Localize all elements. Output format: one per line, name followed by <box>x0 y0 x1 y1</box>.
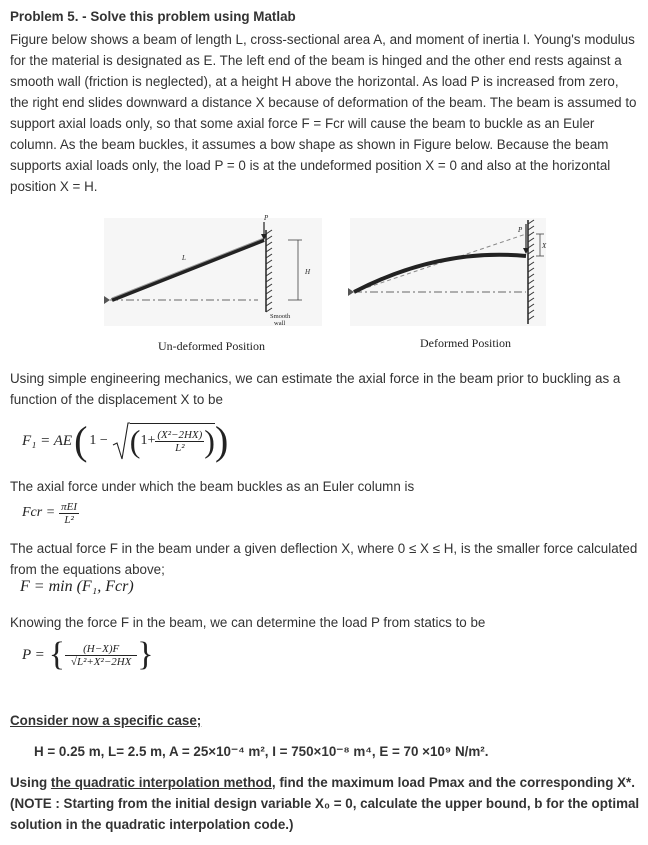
fcr-denominator: L² <box>64 513 74 526</box>
quadratic-interpolation-link: the quadratic interpolation method <box>50 775 272 790</box>
f1-equation: F₁ = AE ( 1 − ( 1+ $\frac{\text{(X²−2HX)}}{\text{L²}}$ ) ) <box>22 418 229 463</box>
undeformed-beam-figure <box>98 212 330 334</box>
fcr-lhs: Fcr = <box>22 505 56 520</box>
euler-intro: The axial force under which the beam buckles as an Euler column is <box>10 479 415 494</box>
label-p: P <box>264 214 269 222</box>
f1-inner-one: 1+ <box>140 433 156 448</box>
f1-lhs: F₁ = AE <box>22 432 73 449</box>
load-intro: Knowing the force F in the beam, we can determine the load P from statics to be <box>10 615 486 630</box>
p-denominator: √L²+X²−2HX <box>70 655 132 668</box>
fcr-numerator: πEI <box>61 500 78 513</box>
axial-intro: Using simple engineering mechanics, we can estimate the axial force in the beam prior to buckling as a function of the displacement X to be <box>10 371 621 407</box>
f1-numerator: (X²−2HX) <box>157 428 203 441</box>
problem-title: Problem 5. - Solve this problem using Matlab <box>10 9 296 24</box>
p-numerator: (H−X)F <box>65 643 137 656</box>
fmin-equation: F = min (F₁, Fcr) <box>20 578 134 595</box>
intro-paragraph: Figure below shows a beam of length L, cross-sectional area A, and moment of inertia I. Young's modulus for the material is designated as E. The left end of the beam is hinged and the other end rests against a smooth wall (friction is neglected), at a height H above the horizontal. As load P is increased from zero, the right end slides downward a distance X because of deformation of the beam. The beam is assumed to support axial loads only, so that some axial force F = Fcr will cause the beam to buckle as an Euler column. As the beam buckles, it assumes a bow shape as shown in Figure below. Because the beam supports axial loads only, the load P = 0 is at the undeformed position X = 0 and also at the horizontal position X = H. <box>10 32 637 194</box>
wall-label-2: wall <box>274 320 286 327</box>
sqrt-icon <box>112 421 130 461</box>
case-heading: Consider now a specific case; <box>10 713 202 728</box>
label-x: X <box>542 242 547 250</box>
min-intro: The actual force F in the beam under a given deflection X, where 0 ≤ X ≤ H, is the smaller force calculated from the equations above; <box>10 541 638 577</box>
label-l: L <box>182 254 186 262</box>
p-equation: P = { $\frac{(H-X)F}{\text{√L²+X²−2HX}}$ } <box>22 636 154 673</box>
undeformed-caption: Un-deformed Position <box>158 339 265 353</box>
label-p: P <box>518 226 523 234</box>
final-question: Using the quadratic interpolation method, find the maximum load Pmax and the corresponding X*. (NOTE : Starting from the initial design variable X₀ = 0, calculate the upper bound, b for the optimal solution in the quadratic interpolation code.) <box>10 775 640 832</box>
deformed-caption: Deformed Position <box>420 336 511 350</box>
wall-label-1: Smooth <box>270 313 291 320</box>
parameters: H = 0.25 m, L= 2.5 m, A = 25×10⁻⁴ m², I = 750×10⁻⁸ m⁴, E = 70 ×10⁹ N/m². <box>34 744 489 759</box>
f1-one: 1 − <box>89 433 108 448</box>
label-h: H <box>305 268 311 276</box>
p-lhs: P = <box>22 646 45 663</box>
fcr-equation <box>22 496 79 530</box>
f1-denominator: L² <box>175 441 185 454</box>
deformed-beam-figure <box>344 212 556 334</box>
